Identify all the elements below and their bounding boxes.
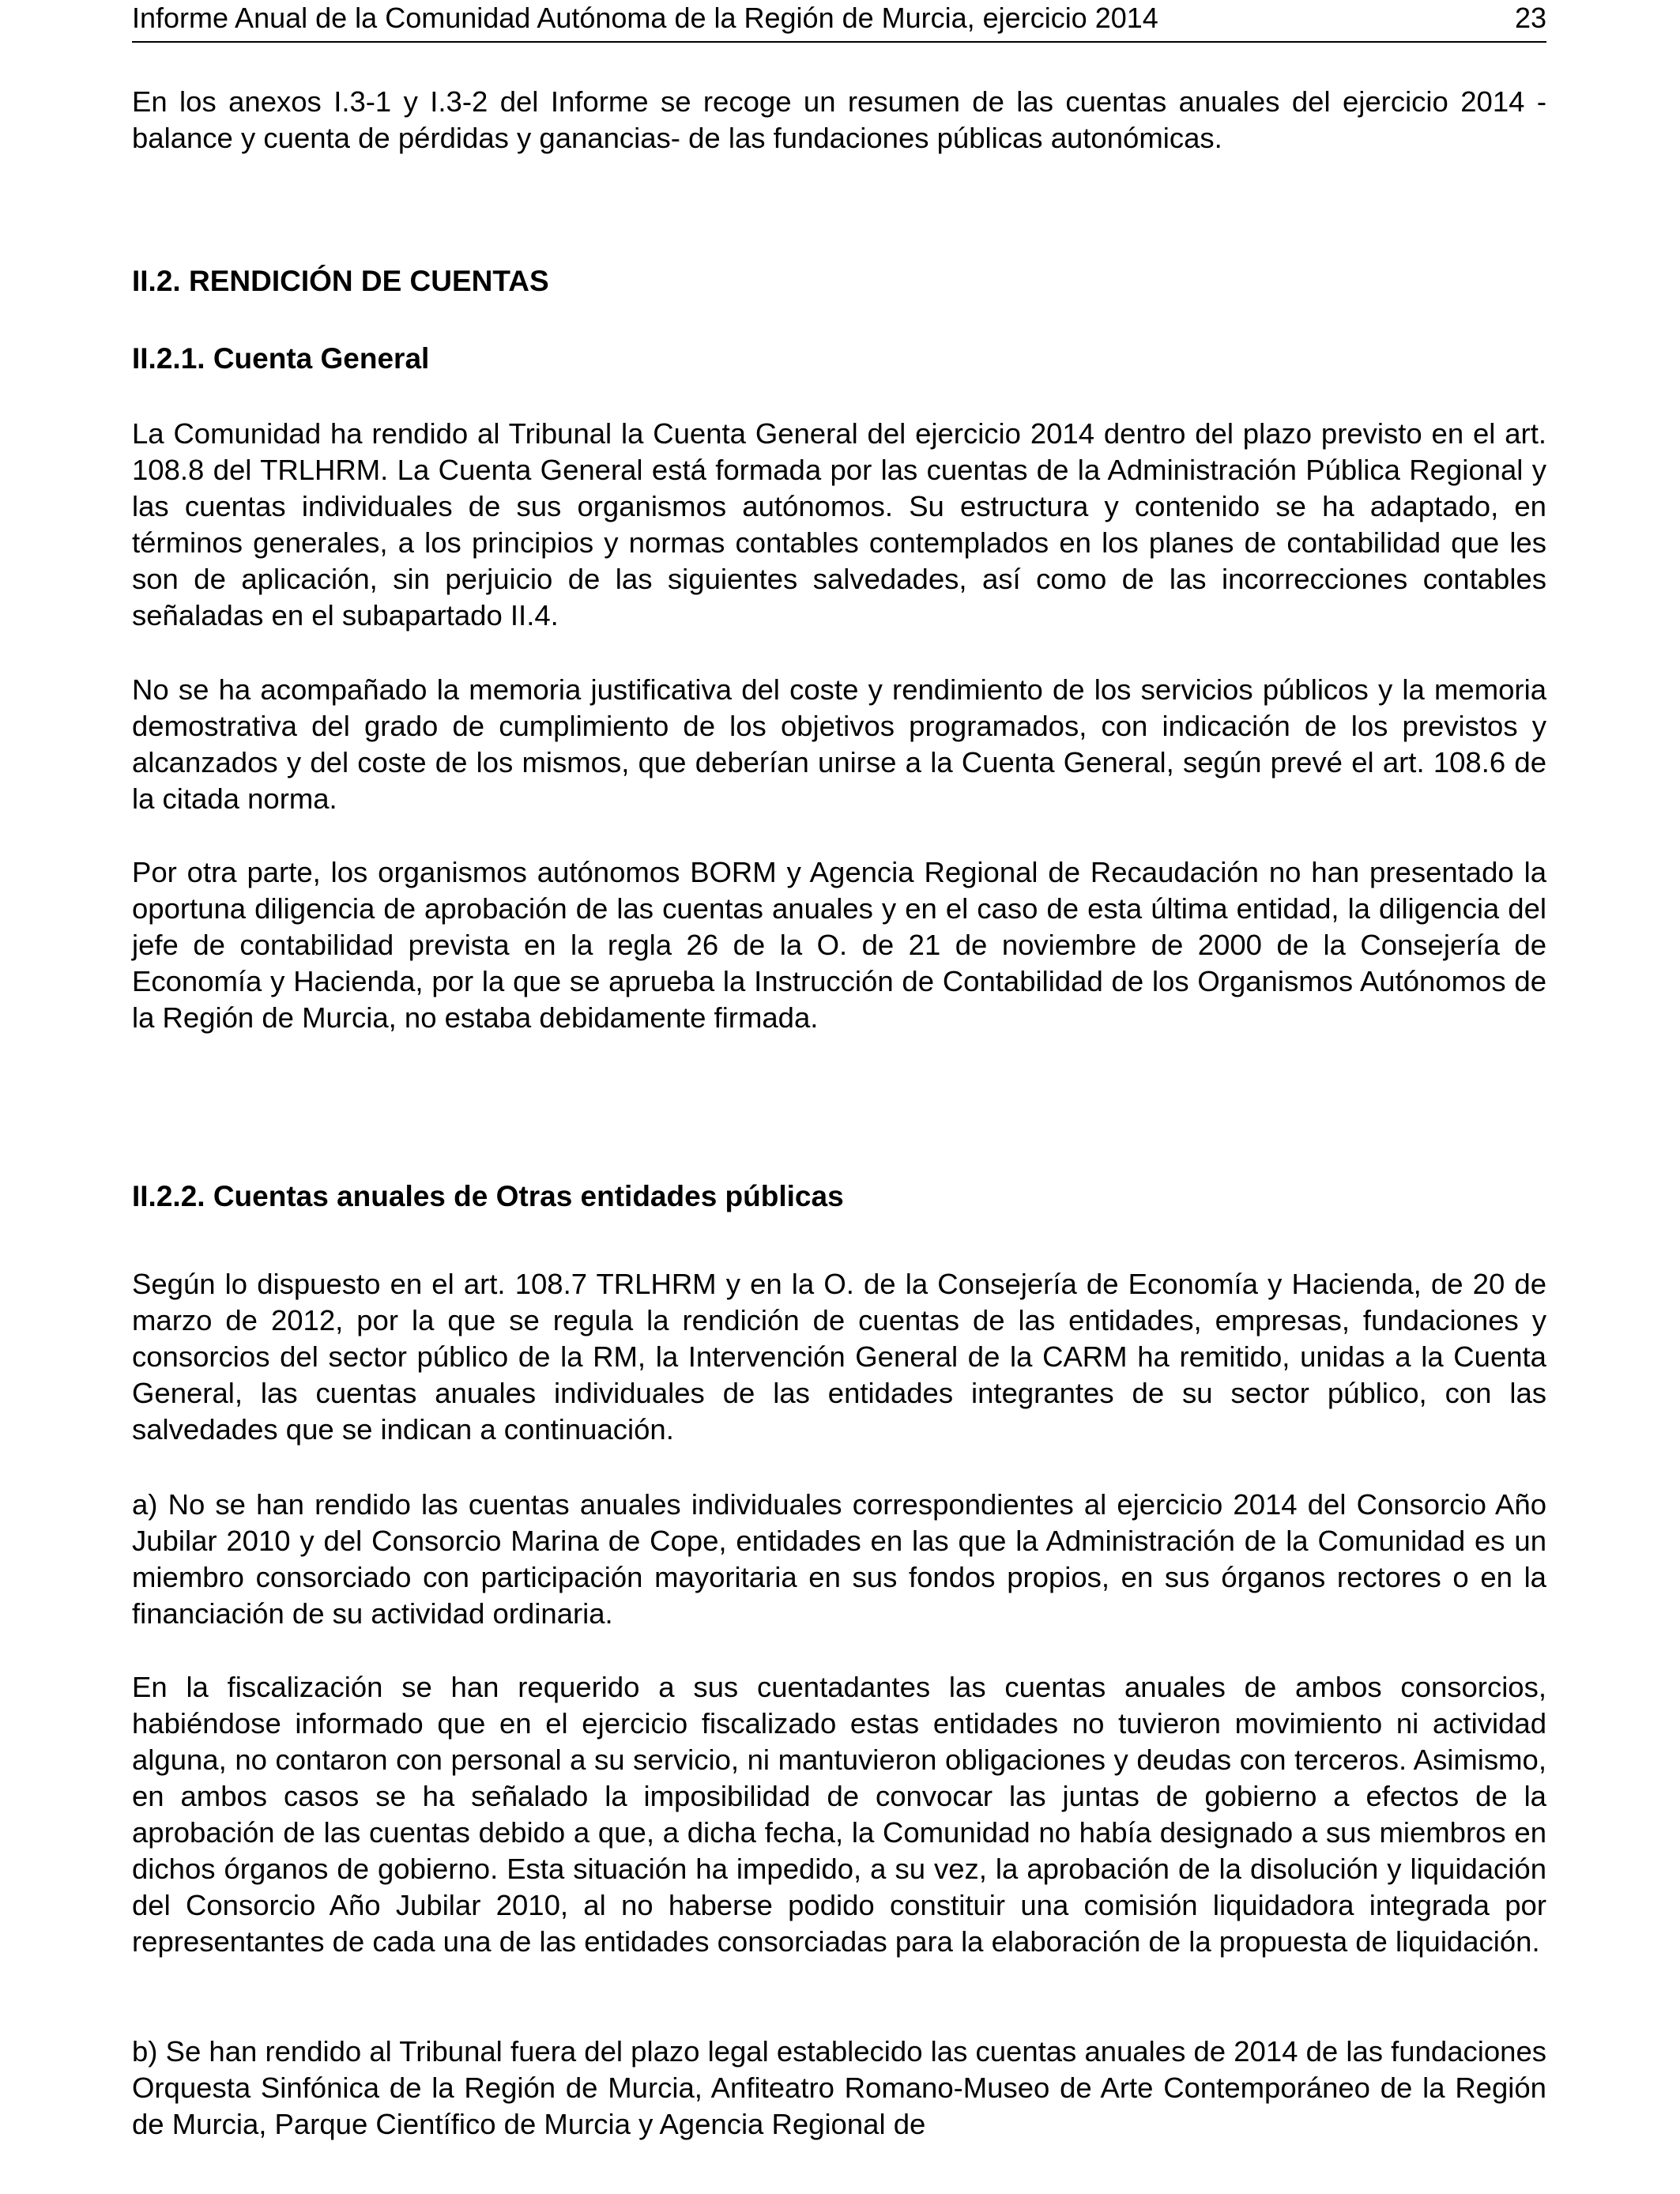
subsection-heading-cuenta-general: II.2.1. Cuenta General bbox=[132, 342, 430, 375]
section-heading: II.2. RENDICIÓN DE CUENTAS bbox=[132, 265, 549, 297]
report-title: Informe Anual de la Comunidad Autónoma de la Región de Murcia, ejercicio 2014 bbox=[132, 2, 1158, 34]
subsection-heading-otras-entidades: II.2.2. Cuentas anuales de Otras entidades públicas bbox=[132, 1180, 844, 1212]
paragraph: La Comunidad ha rendido al Tribunal la Cuenta General del ejercicio 2014 dentro del plazo previsto en el art. 108.8 del TRLHRM. La Cuenta General está formada por las cuentas de la Administración Pública Regional y las cuentas individuales de sus organismos autónomos. Su estructura y contenido se ha adaptado, en términos generales, a los principios y normas contables contemplados en los planes de contabilidad que les son de aplicación, sin perjuicio de las siguientes salvedades, así como de las incorrecciones contables señaladas en el subapartado II.4. bbox=[132, 417, 1546, 631]
paragraph: b) Se han rendido al Tribunal fuera del plazo legal establecido las cuentas anuales de 2014 de las fundaciones Orquesta Sinfónica de la Región de Murcia, Anfiteatro Romano-Museo de Arte Contemporáneo de la Región de Murcia, Parque Científico de Murcia y Agencia Regional de bbox=[132, 2035, 1546, 2140]
paragraph: Según lo dispuesto en el art. 108.7 TRLHRM y en la O. de la Consejería de Economía y Hacienda, de 20 de marzo de 2012, por la que se regula la rendición de cuentas de las entidades, empresas, fundaciones y consorcios del sector público de la RM, la Intervención General de la CARM ha remitido, unidas a la Cuenta General, las cuentas anuales individuales de las entidades integrantes de su sector público, con las salvedades que se indican a continuación. bbox=[132, 1268, 1546, 1446]
paragraph: En la fiscalización se han requerido a sus cuentadantes las cuentas anuales de ambos consorcios, habiéndose informado que en el ejercicio fiscalizado estas entidades no tuvieron movimiento ni actividad alguna, no contaron con personal a su servicio, ni mantuvieron obligaciones y deudas con terceros. Asimismo, en ambos casos se ha señalado la imposibilidad de convocar las juntas de gobierno a efectos de la aprobación de las cuentas debido a que, a dicha fecha, la Comunidad no había designado a sus miembros en dichos órganos de gobierno. Esta situación ha impedido, a su vez, la aprobación de la disolución y liquidación del Consorcio Año Jubilar 2010, al no haberse podido constituir una comisión liquidadora integrada por representantes de cada una de las entidades consorciadas para la elaboración de la propuesta de liquidación. bbox=[132, 1671, 1546, 1958]
paragraph: a) No se han rendido las cuentas anuales individuales correspondientes al ejercicio 2014 del Consorcio Año Jubilar 2010 y del Consorcio Marina de Cope, entidades en las que la Administración de la Comunidad es un miembro consorciado con participación mayoritaria en sus fondos propios, en sus órganos rectores o en la financiación de su actividad ordinaria. bbox=[132, 1488, 1546, 1630]
running-header bbox=[132, 0, 1546, 43]
document-page bbox=[132, 0, 1546, 2194]
paragraph: Por otra parte, los organismos autónomos BORM y Agencia Regional de Recaudación no han presentado la oportuna diligencia de aprobación de las cuentas anuales y en el caso de esta última entidad, la diligencia del jefe de contabilidad prevista en la regla 26 de la O. de 21 de noviembre de 2000 de la Consejería de Economía y Hacienda, por la que se aprueba la Instrucción de Contabilidad de los Organismos Autónomos de la Región de Murcia, no estaba debidamente firmada. bbox=[132, 856, 1546, 1034]
paragraph: No se ha acompañado la memoria justificativa del coste y rendimiento de los servicios públicos y la memoria demostrativa del grado de cumplimiento de los objetivos programados, con indicación de los previstos y alcanzados y del coste de los mismos, que deberían unirse a la Cuenta General, según prevé el art. 108.6 de la citada norma. bbox=[132, 673, 1546, 815]
page-number: 23 bbox=[1514, 2, 1546, 34]
intro-paragraph: En los anexos I.3-1 y I.3-2 del Informe se recoge un resumen de las cuentas anuales del ejercicio 2014 -balance y cuenta de pérdidas y ganancias- de las fundaciones públicas autonómicas. bbox=[132, 85, 1546, 154]
